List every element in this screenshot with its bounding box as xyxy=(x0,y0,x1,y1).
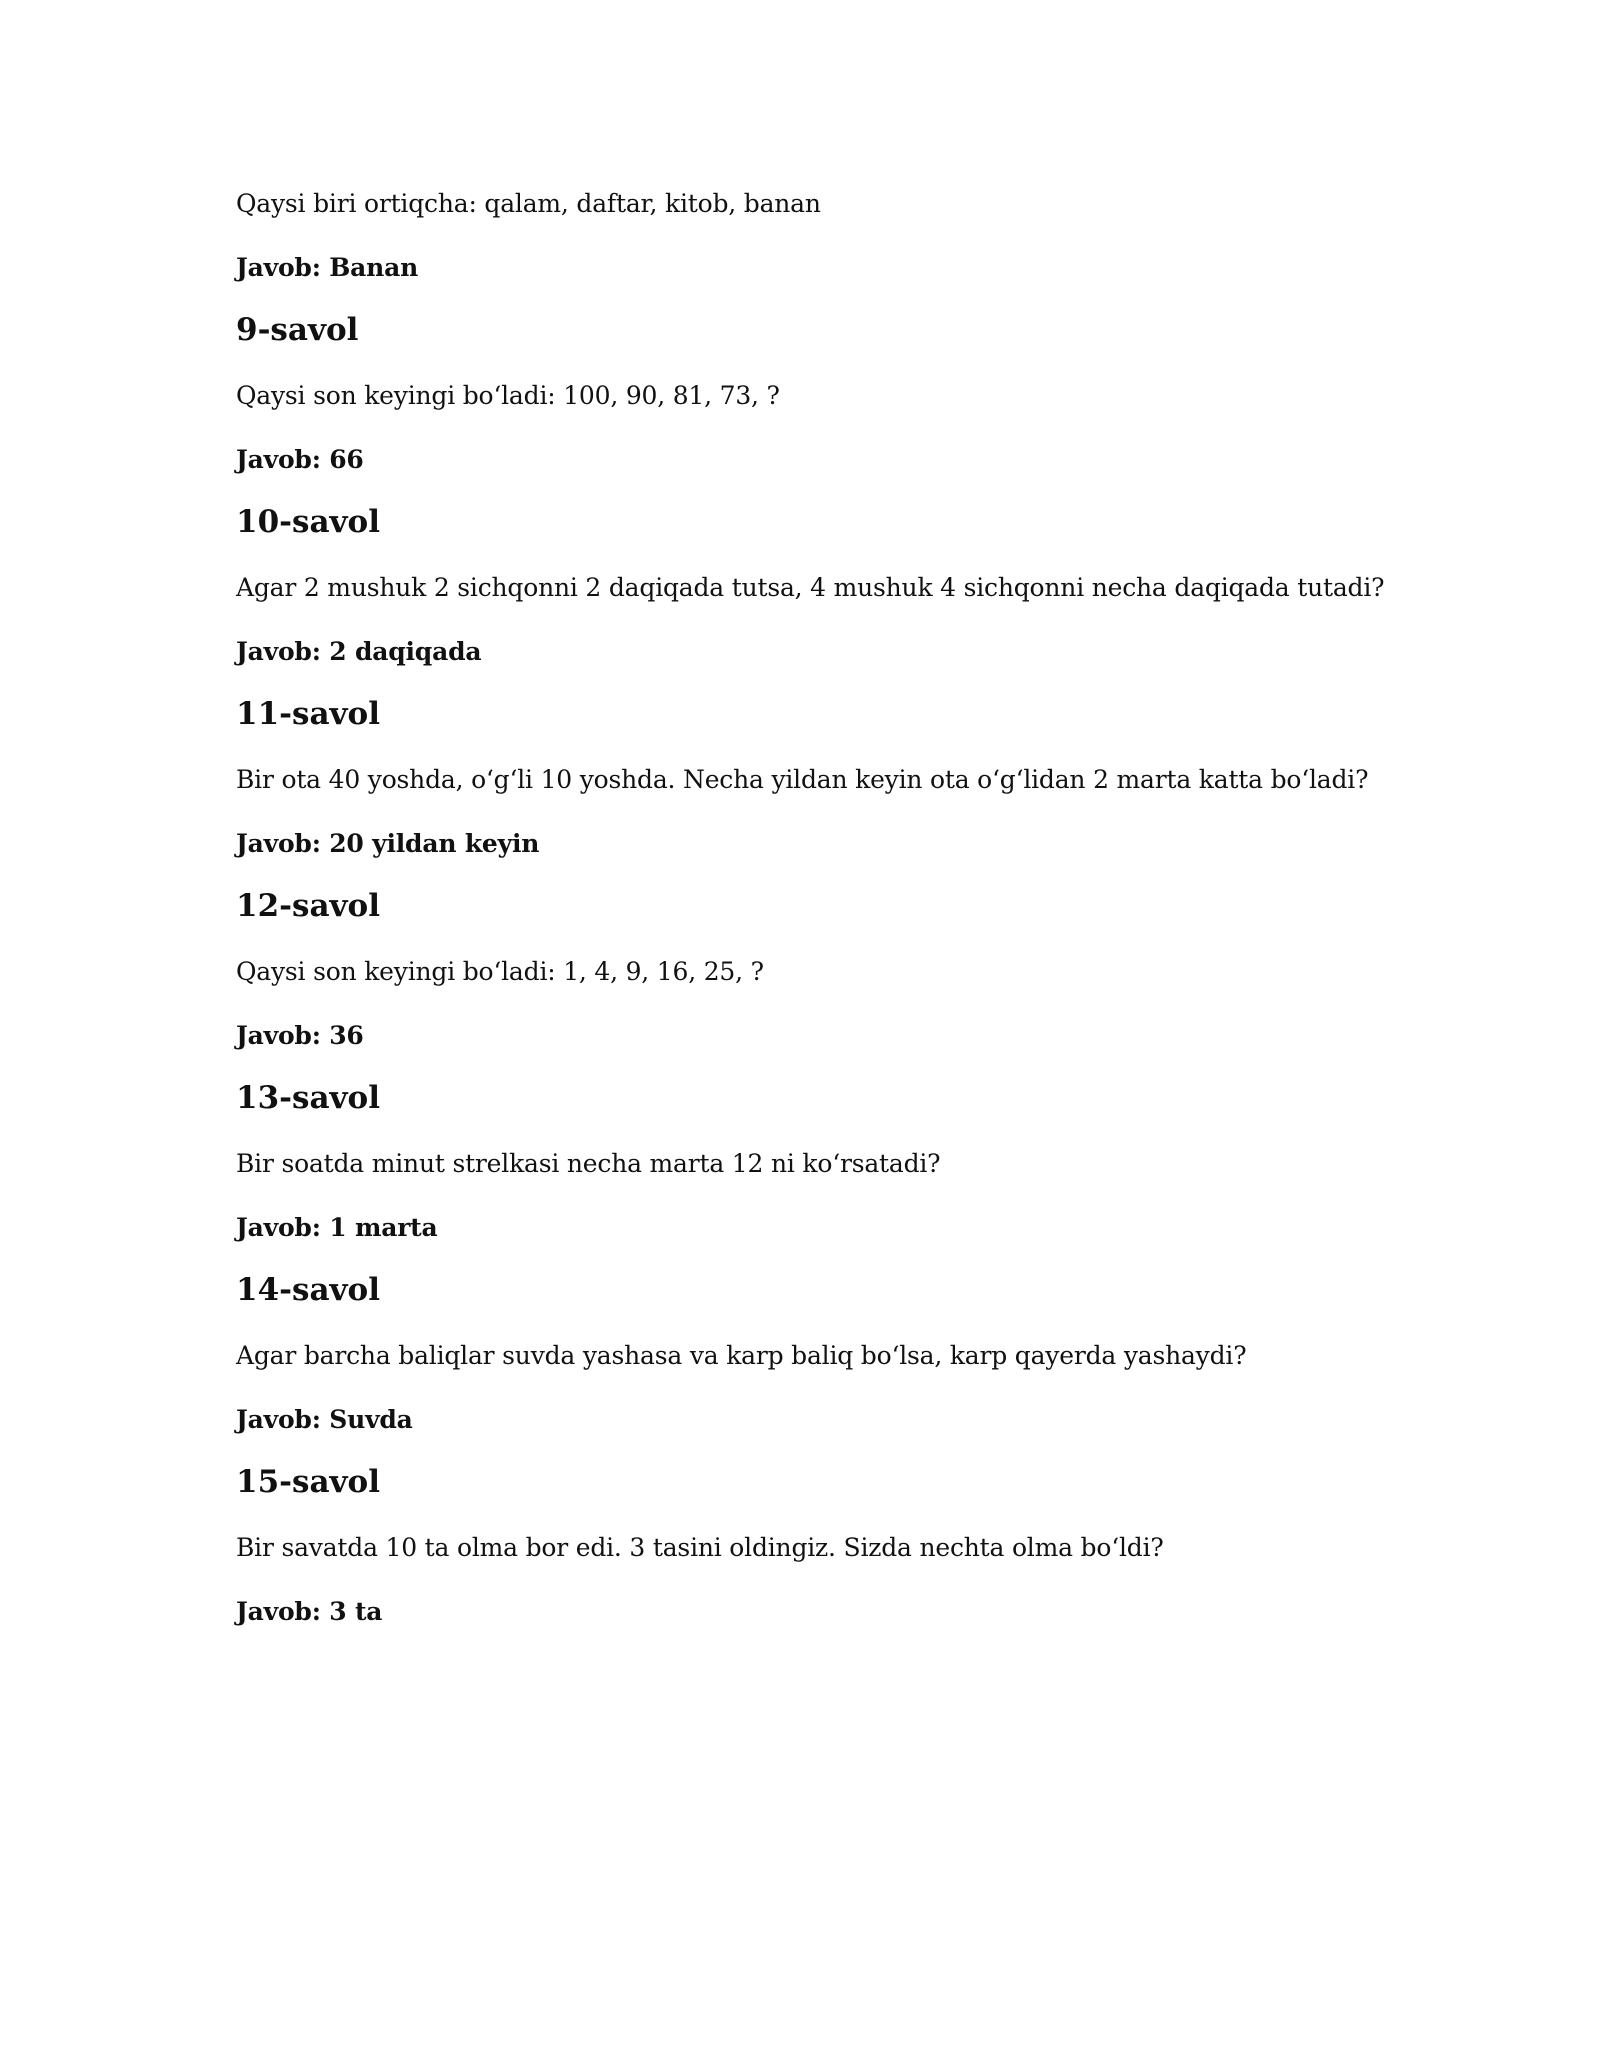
answer-text-10: Javob: 2 daqiqada xyxy=(236,637,482,666)
document-content xyxy=(236,184,1436,1632)
question-heading-11: 11-savol xyxy=(236,696,381,732)
question-text-14: Agar barcha baliqlar suvda yashasa va karp baliq bo‘lsa, karp qayerda yashaydi? xyxy=(236,1341,1247,1370)
answer-text-14: Javob: Suvda xyxy=(236,1405,413,1434)
answer-text-13: Javob: 1 marta xyxy=(236,1213,438,1242)
question-heading-13: 13-savol xyxy=(236,1080,381,1116)
intro-question: Qaysi biri ortiqcha: qalam, daftar, kitob, banan xyxy=(236,189,821,218)
question-text-15: Bir savatda 10 ta olma bor edi. 3 tasini oldingiz. Sizda nechta olma bo‘ldi? xyxy=(236,1533,1164,1562)
question-heading-10: 10-savol xyxy=(236,504,381,540)
question-text-10: Agar 2 mushuk 2 sichqonni 2 daqiqada tutsa, 4 mushuk 4 sichqonni necha daqiqada tutadi? xyxy=(236,573,1385,602)
answer-text-9: Javob: 66 xyxy=(236,445,364,474)
question-heading-9: 9-savol xyxy=(236,312,359,348)
question-text-13: Bir soatda minut strelkasi necha marta 12 ni ko‘rsatadi? xyxy=(236,1149,941,1178)
question-heading-15: 15-savol xyxy=(236,1464,381,1500)
answer-text-15: Javob: 3 ta xyxy=(236,1597,383,1626)
question-text-9: Qaysi son keyingi bo‘ladi: 100, 90, 81, 73, ? xyxy=(236,381,780,410)
answer-text-12: Javob: 36 xyxy=(236,1021,364,1050)
question-heading-14: 14-savol xyxy=(236,1272,381,1308)
question-text-11: Bir ota 40 yoshda, o‘g‘li 10 yoshda. Necha yildan keyin ota o‘g‘lidan 2 marta katta bo‘ladi? xyxy=(236,765,1369,794)
intro-answer: Javob: Banan xyxy=(236,253,419,282)
question-heading-12: 12-savol xyxy=(236,888,381,924)
question-text-12: Qaysi son keyingi bo‘ladi: 1, 4, 9, 16, 25, ? xyxy=(236,957,764,986)
answer-text-11: Javob: 20 yildan keyin xyxy=(236,829,540,858)
